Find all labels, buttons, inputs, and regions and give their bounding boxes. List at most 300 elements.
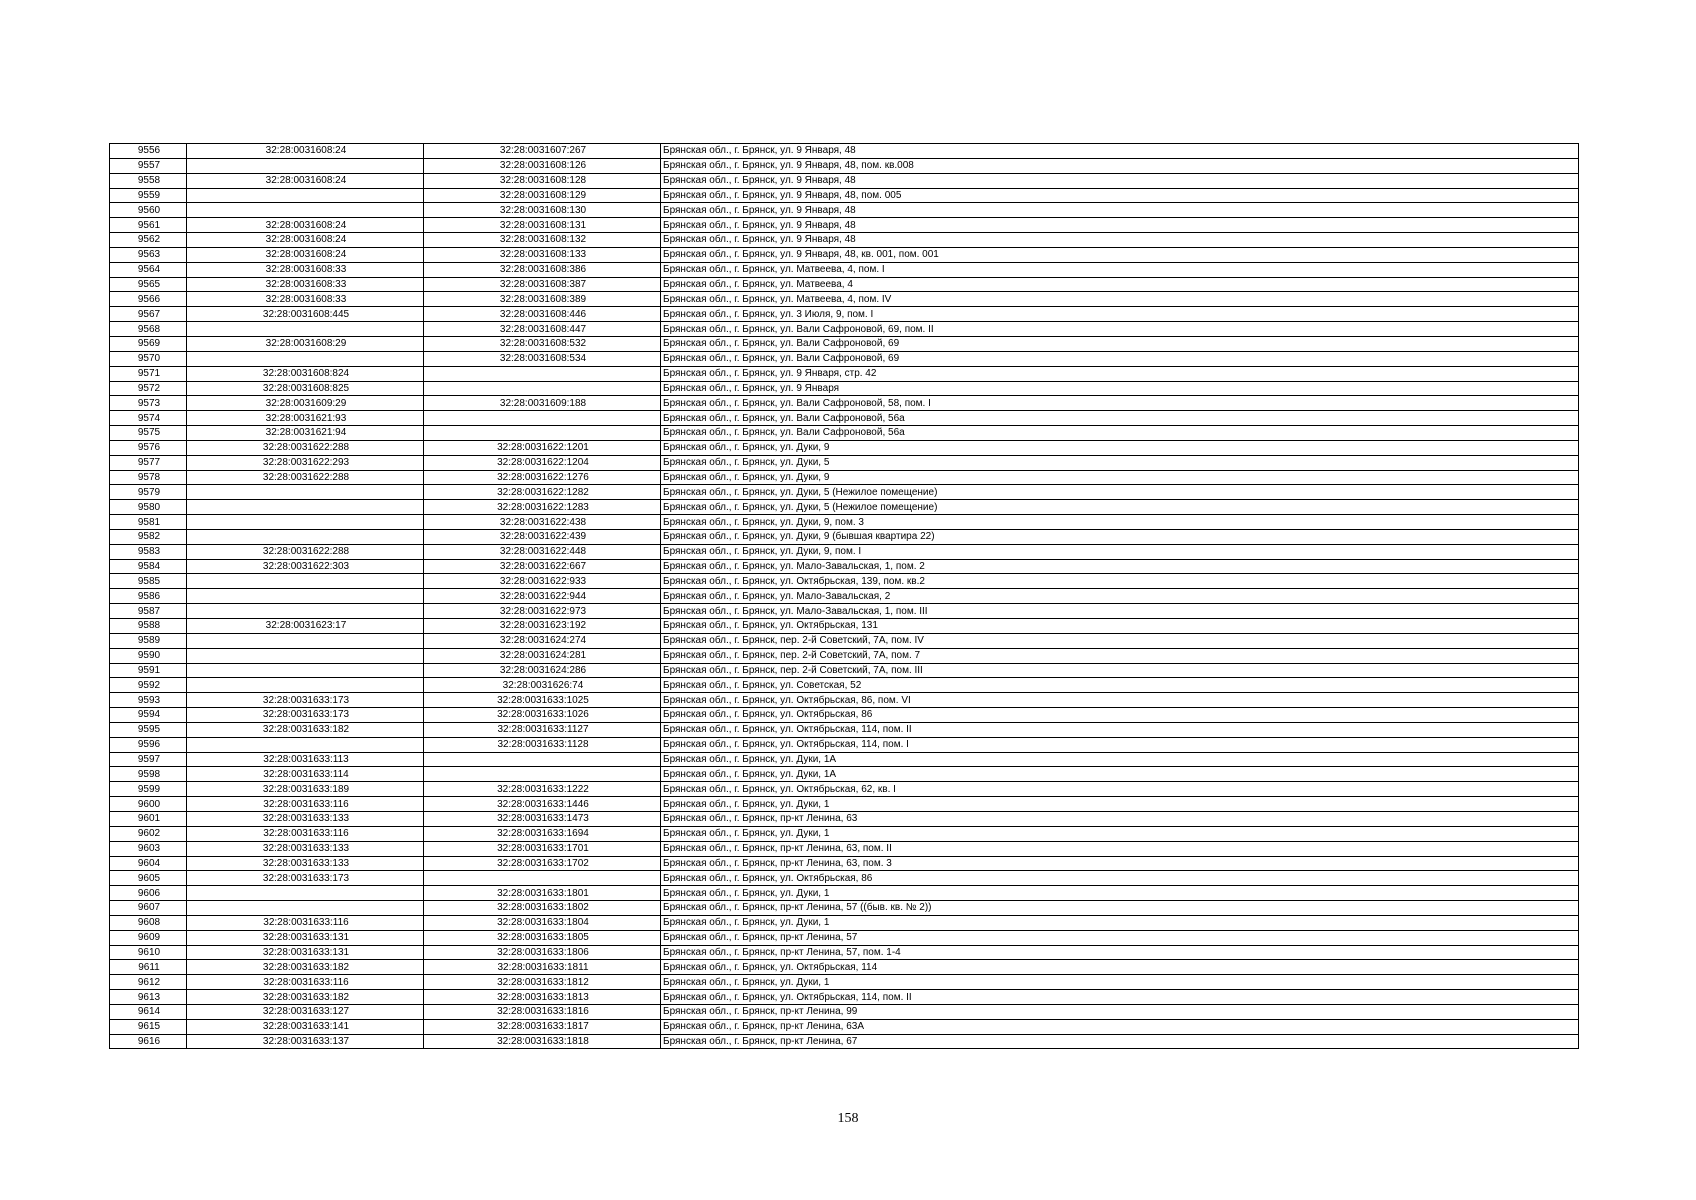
cadastral-number-cell bbox=[424, 871, 661, 886]
address-cell: Брянская обл., г. Брянск, пер. 2-й Советский, 7А, пом. 7 bbox=[661, 648, 1579, 663]
row-number-cell: 9594 bbox=[110, 708, 187, 723]
address-cell: Брянская обл., г. Брянск, ул. Дуки, 5 bbox=[661, 455, 1579, 470]
address-cell: Брянская обл., г. Брянск, ул. Дуки, 1 bbox=[661, 915, 1579, 930]
table-row bbox=[110, 559, 1579, 574]
cadastral-number-cell: 32:28:0031633:1702 bbox=[424, 856, 661, 871]
cadastral-number-cell: 32:28:0031633:1805 bbox=[424, 930, 661, 945]
address-cell: Брянская обл., г. Брянск, ул. Октябрьская, 114, пом. I bbox=[661, 737, 1579, 752]
row-number-cell: 9568 bbox=[110, 322, 187, 337]
address-cell: Брянская обл., г. Брянск, пер. 2-й Советский, 7А, пом. IV bbox=[661, 633, 1579, 648]
cadastral-number-cell: 32:28:0031622:1276 bbox=[424, 470, 661, 485]
land-plot-number-cell: 32:28:0031608:24 bbox=[187, 144, 424, 159]
land-plot-number-cell: 32:28:0031622:303 bbox=[187, 559, 424, 574]
land-plot-number-cell: 32:28:0031633:116 bbox=[187, 797, 424, 812]
land-plot-number-cell: 32:28:0031621:93 bbox=[187, 411, 424, 426]
table-row bbox=[110, 678, 1579, 693]
address-cell: Брянская обл., г. Брянск, ул. Октябрьская, 114 bbox=[661, 960, 1579, 975]
address-cell: Брянская обл., г. Брянск, ул. Дуки, 1 bbox=[661, 826, 1579, 841]
cadastral-number-cell bbox=[424, 381, 661, 396]
table-row bbox=[110, 886, 1579, 901]
cadastral-number-cell: 32:28:0031633:1818 bbox=[424, 1034, 661, 1049]
address-cell: Брянская обл., г. Брянск, ул. Мало-Завальская, 2 bbox=[661, 589, 1579, 604]
table-row bbox=[110, 574, 1579, 589]
address-cell: Брянская обл., г. Брянск, ул. Дуки, 5 (Нежилое помещение) bbox=[661, 485, 1579, 500]
land-plot-number-cell: 32:28:0031633:133 bbox=[187, 811, 424, 826]
land-plot-number-cell: 32:28:0031633:173 bbox=[187, 871, 424, 886]
cadastral-number-cell: 32:28:0031622:1204 bbox=[424, 455, 661, 470]
cadastral-number-cell: 32:28:0031633:1801 bbox=[424, 886, 661, 901]
row-number-cell: 9566 bbox=[110, 292, 187, 307]
address-cell: Брянская обл., г. Брянск, ул. Дуки, 9, пом. 3 bbox=[661, 515, 1579, 530]
land-plot-number-cell: 32:28:0031622:288 bbox=[187, 544, 424, 559]
table-row bbox=[110, 975, 1579, 990]
row-number-cell: 9557 bbox=[110, 158, 187, 173]
land-plot-number-cell: 32:28:0031608:24 bbox=[187, 247, 424, 262]
row-number-cell: 9562 bbox=[110, 233, 187, 248]
land-plot-number-cell: 32:28:0031621:94 bbox=[187, 426, 424, 441]
cadastral-number-cell: 32:28:0031633:1804 bbox=[424, 915, 661, 930]
table-row bbox=[110, 455, 1579, 470]
row-number-cell: 9592 bbox=[110, 678, 187, 693]
land-plot-number-cell: 32:28:0031633:182 bbox=[187, 722, 424, 737]
table-row bbox=[110, 544, 1579, 559]
table-row bbox=[110, 203, 1579, 218]
address-cell: Брянская обл., г. Брянск, ул. Вали Сафроновой, 69 bbox=[661, 336, 1579, 351]
row-number-cell: 9574 bbox=[110, 411, 187, 426]
table-row bbox=[110, 515, 1579, 530]
table-row bbox=[110, 158, 1579, 173]
row-number-cell: 9591 bbox=[110, 663, 187, 678]
address-cell: Брянская обл., г. Брянск, ул. Вали Сафроновой, 56а bbox=[661, 426, 1579, 441]
cadastral-number-cell: 32:28:0031633:1473 bbox=[424, 811, 661, 826]
address-cell: Брянская обл., г. Брянск, пр-кт Ленина, 63, пом. II bbox=[661, 841, 1579, 856]
address-cell: Брянская обл., г. Брянск, ул. Октябрьская, 86 bbox=[661, 871, 1579, 886]
land-plot-number-cell: 32:28:0031633:131 bbox=[187, 945, 424, 960]
address-cell: Брянская обл., г. Брянск, ул. 9 Января bbox=[661, 381, 1579, 396]
row-number-cell: 9603 bbox=[110, 841, 187, 856]
land-plot-number-cell: 32:28:0031608:24 bbox=[187, 173, 424, 188]
address-cell: Брянская обл., г. Брянск, ул. Дуки, 5 (Нежилое помещение) bbox=[661, 500, 1579, 515]
table-row bbox=[110, 604, 1579, 619]
cadastral-number-cell: 32:28:0031633:1806 bbox=[424, 945, 661, 960]
land-plot-number-cell: 32:28:0031633:116 bbox=[187, 915, 424, 930]
address-cell: Брянская обл., г. Брянск, ул. Матвеева, 4, пом. I bbox=[661, 262, 1579, 277]
row-number-cell: 9613 bbox=[110, 990, 187, 1005]
land-plot-number-cell bbox=[187, 901, 424, 916]
table-row bbox=[110, 470, 1579, 485]
row-number-cell: 9599 bbox=[110, 782, 187, 797]
land-plot-number-cell: 32:28:0031608:824 bbox=[187, 366, 424, 381]
address-cell: Брянская обл., г. Брянск, пр-кт Ленина, 57, пом. 1-4 bbox=[661, 945, 1579, 960]
cadastral-number-cell: 32:28:0031626:74 bbox=[424, 678, 661, 693]
table-row bbox=[110, 1034, 1579, 1049]
cadastral-number-cell: 32:28:0031608:132 bbox=[424, 233, 661, 248]
table-row bbox=[110, 901, 1579, 916]
address-cell: Брянская обл., г. Брянск, ул. 9 Января, 48 bbox=[661, 203, 1579, 218]
cadastral-number-cell: 32:28:0031608:133 bbox=[424, 247, 661, 262]
cadastral-number-cell bbox=[424, 411, 661, 426]
land-plot-number-cell: 32:28:0031633:173 bbox=[187, 708, 424, 723]
cadastral-number-cell: 32:28:0031624:286 bbox=[424, 663, 661, 678]
cadastral-number-cell: 32:28:0031633:1222 bbox=[424, 782, 661, 797]
row-number-cell: 9593 bbox=[110, 693, 187, 708]
land-plot-number-cell: 32:28:0031609:29 bbox=[187, 396, 424, 411]
table-row bbox=[110, 708, 1579, 723]
table-row bbox=[110, 990, 1579, 1005]
page-number: 158 bbox=[837, 1111, 859, 1126]
table-row bbox=[110, 262, 1579, 277]
row-number-cell: 9585 bbox=[110, 574, 187, 589]
table-row bbox=[110, 589, 1579, 604]
address-cell: Брянская обл., г. Брянск, пр-кт Ленина, 63 bbox=[661, 811, 1579, 826]
land-plot-number-cell: 32:28:0031623:17 bbox=[187, 619, 424, 634]
land-plot-number-cell: 32:28:0031622:288 bbox=[187, 440, 424, 455]
address-cell: Брянская обл., г. Брянск, ул. Октябрьская, 114, пом. II bbox=[661, 990, 1579, 1005]
cadastral-number-cell: 32:28:0031622:933 bbox=[424, 574, 661, 589]
row-number-cell: 9581 bbox=[110, 515, 187, 530]
address-cell: Брянская обл., г. Брянск, пр-кт Ленина, 99 bbox=[661, 1004, 1579, 1019]
land-plot-number-cell: 32:28:0031633:131 bbox=[187, 930, 424, 945]
row-number-cell: 9583 bbox=[110, 544, 187, 559]
land-plot-number-cell: 32:28:0031622:288 bbox=[187, 470, 424, 485]
address-cell: Брянская обл., г. Брянск, пр-кт Ленина, 63А bbox=[661, 1019, 1579, 1034]
table-row bbox=[110, 307, 1579, 322]
land-plot-number-cell bbox=[187, 886, 424, 901]
land-plot-number-cell: 32:28:0031622:293 bbox=[187, 455, 424, 470]
row-number-cell: 9604 bbox=[110, 856, 187, 871]
address-cell: Брянская обл., г. Брянск, ул. Дуки, 1 bbox=[661, 886, 1579, 901]
table-row bbox=[110, 336, 1579, 351]
land-plot-number-cell bbox=[187, 515, 424, 530]
land-plot-number-cell bbox=[187, 604, 424, 619]
table-row bbox=[110, 173, 1579, 188]
row-number-cell: 9610 bbox=[110, 945, 187, 960]
address-cell: Брянская обл., г. Брянск, ул. 9 Января, 48, пом. кв.008 bbox=[661, 158, 1579, 173]
table-row bbox=[110, 485, 1579, 500]
row-number-cell: 9565 bbox=[110, 277, 187, 292]
address-cell: Брянская обл., г. Брянск, ул. Дуки, 1А bbox=[661, 752, 1579, 767]
table-row bbox=[110, 426, 1579, 441]
land-plot-number-cell: 32:28:0031608:29 bbox=[187, 336, 424, 351]
land-plot-number-cell bbox=[187, 158, 424, 173]
row-number-cell: 9589 bbox=[110, 633, 187, 648]
cadastral-table bbox=[109, 143, 1579, 1049]
row-number-cell: 9611 bbox=[110, 960, 187, 975]
cadastral-number-cell: 32:28:0031608:446 bbox=[424, 307, 661, 322]
row-number-cell: 9577 bbox=[110, 455, 187, 470]
table-row bbox=[110, 722, 1579, 737]
land-plot-number-cell: 32:28:0031633:141 bbox=[187, 1019, 424, 1034]
table-row bbox=[110, 841, 1579, 856]
address-cell: Брянская обл., г. Брянск, ул. Матвеева, 4, пом. IV bbox=[661, 292, 1579, 307]
table-row bbox=[110, 529, 1579, 544]
row-number-cell: 9601 bbox=[110, 811, 187, 826]
row-number-cell: 9590 bbox=[110, 648, 187, 663]
address-cell: Брянская обл., г. Брянск, ул. 9 Января, 48 bbox=[661, 218, 1579, 233]
table-row bbox=[110, 396, 1579, 411]
address-cell: Брянская обл., г. Брянск, ул. Октябрьская, 139, пом. кв.2 bbox=[661, 574, 1579, 589]
cadastral-number-cell: 32:28:0031608:130 bbox=[424, 203, 661, 218]
table-body bbox=[110, 144, 1579, 1049]
row-number-cell: 9609 bbox=[110, 930, 187, 945]
table-row bbox=[110, 767, 1579, 782]
row-number-cell: 9556 bbox=[110, 144, 187, 159]
cadastral-number-cell: 32:28:0031633:1026 bbox=[424, 708, 661, 723]
land-plot-number-cell: 32:28:0031633:189 bbox=[187, 782, 424, 797]
cadastral-number-cell: 32:28:0031608:128 bbox=[424, 173, 661, 188]
address-cell: Брянская обл., г. Брянск, ул. 9 Января, 48 bbox=[661, 144, 1579, 159]
table-row bbox=[110, 782, 1579, 797]
cadastral-number-cell: 32:28:0031622:1283 bbox=[424, 500, 661, 515]
table-row bbox=[110, 440, 1579, 455]
land-plot-number-cell: 32:28:0031633:116 bbox=[187, 826, 424, 841]
address-cell: Брянская обл., г. Брянск, ул. 9 Января, 48, пом. 005 bbox=[661, 188, 1579, 203]
address-cell: Брянская обл., г. Брянск, ул. Дуки, 9 bbox=[661, 470, 1579, 485]
land-plot-number-cell bbox=[187, 737, 424, 752]
table-row bbox=[110, 915, 1579, 930]
address-cell: Брянская обл., г. Брянск, ул. Матвеева, 4 bbox=[661, 277, 1579, 292]
land-plot-number-cell: 32:28:0031608:33 bbox=[187, 277, 424, 292]
address-cell: Брянская обл., г. Брянск, пер. 2-й Советский, 7А, пом. III bbox=[661, 663, 1579, 678]
land-plot-number-cell bbox=[187, 351, 424, 366]
row-number-cell: 9567 bbox=[110, 307, 187, 322]
cadastral-number-cell: 32:28:0031633:1127 bbox=[424, 722, 661, 737]
table-row bbox=[110, 277, 1579, 292]
table-row bbox=[110, 945, 1579, 960]
table-row bbox=[110, 826, 1579, 841]
row-number-cell: 9607 bbox=[110, 901, 187, 916]
land-plot-number-cell: 32:28:0031633:182 bbox=[187, 990, 424, 1005]
table-row bbox=[110, 411, 1579, 426]
land-plot-number-cell: 32:28:0031633:127 bbox=[187, 1004, 424, 1019]
cadastral-number-cell: 32:28:0031624:274 bbox=[424, 633, 661, 648]
cadastral-number-cell: 32:28:0031608:534 bbox=[424, 351, 661, 366]
land-plot-number-cell: 32:28:0031633:116 bbox=[187, 975, 424, 990]
table-row bbox=[110, 500, 1579, 515]
cadastral-number-cell: 32:28:0031609:188 bbox=[424, 396, 661, 411]
land-plot-number-cell bbox=[187, 529, 424, 544]
address-cell: Брянская обл., г. Брянск, ул. Дуки, 9, пом. I bbox=[661, 544, 1579, 559]
address-cell: Брянская обл., г. Брянск, ул. Дуки, 1А bbox=[661, 767, 1579, 782]
address-cell: Брянская обл., г. Брянск, ул. Октябрьская, 131 bbox=[661, 619, 1579, 634]
row-number-cell: 9598 bbox=[110, 767, 187, 782]
table-row bbox=[110, 633, 1579, 648]
cadastral-number-cell: 32:28:0031633:1813 bbox=[424, 990, 661, 1005]
cadastral-number-cell: 32:28:0031608:389 bbox=[424, 292, 661, 307]
land-plot-number-cell bbox=[187, 633, 424, 648]
address-cell: Брянская обл., г. Брянск, пр-кт Ленина, 67 bbox=[661, 1034, 1579, 1049]
address-cell: Брянская обл., г. Брянск, ул. Вали Сафроновой, 69, пом. II bbox=[661, 322, 1579, 337]
row-number-cell: 9560 bbox=[110, 203, 187, 218]
address-cell: Брянская обл., г. Брянск, ул. 3 Июля, 9, пом. I bbox=[661, 307, 1579, 322]
table-row bbox=[110, 693, 1579, 708]
address-cell: Брянская обл., г. Брянск, пр-кт Ленина, 63, пом. 3 bbox=[661, 856, 1579, 871]
land-plot-number-cell bbox=[187, 188, 424, 203]
land-plot-number-cell: 32:28:0031633:182 bbox=[187, 960, 424, 975]
land-plot-number-cell: 32:28:0031608:445 bbox=[187, 307, 424, 322]
table-row bbox=[110, 960, 1579, 975]
address-cell: Брянская обл., г. Брянск, ул. Вали Сафроновой, 69 bbox=[661, 351, 1579, 366]
address-cell: Брянская обл., г. Брянск, пр-кт Ленина, 57 ((быв. кв. № 2)) bbox=[661, 901, 1579, 916]
land-plot-number-cell bbox=[187, 663, 424, 678]
row-number-cell: 9561 bbox=[110, 218, 187, 233]
cadastral-number-cell: 32:28:0031624:281 bbox=[424, 648, 661, 663]
table-row bbox=[110, 188, 1579, 203]
row-number-cell: 9576 bbox=[110, 440, 187, 455]
land-plot-number-cell: 32:28:0031633:173 bbox=[187, 693, 424, 708]
address-cell: Брянская обл., г. Брянск, ул. Советская, 52 bbox=[661, 678, 1579, 693]
row-number-cell: 9564 bbox=[110, 262, 187, 277]
cadastral-number-cell: 32:28:0031622:1282 bbox=[424, 485, 661, 500]
table-row bbox=[110, 218, 1579, 233]
land-plot-number-cell bbox=[187, 500, 424, 515]
row-number-cell: 9558 bbox=[110, 173, 187, 188]
table-row bbox=[110, 366, 1579, 381]
address-cell: Брянская обл., г. Брянск, ул. Дуки, 1 bbox=[661, 975, 1579, 990]
row-number-cell: 9578 bbox=[110, 470, 187, 485]
row-number-cell: 9573 bbox=[110, 396, 187, 411]
table-row bbox=[110, 233, 1579, 248]
cadastral-number-cell: 32:28:0031633:1446 bbox=[424, 797, 661, 812]
cadastral-number-cell bbox=[424, 426, 661, 441]
row-number-cell: 9569 bbox=[110, 336, 187, 351]
land-plot-number-cell bbox=[187, 574, 424, 589]
row-number-cell: 9587 bbox=[110, 604, 187, 619]
row-number-cell: 9570 bbox=[110, 351, 187, 366]
row-number-cell: 9575 bbox=[110, 426, 187, 441]
row-number-cell: 9595 bbox=[110, 722, 187, 737]
address-cell: Брянская обл., г. Брянск, ул. Дуки, 9 bbox=[661, 440, 1579, 455]
land-plot-number-cell: 32:28:0031633:113 bbox=[187, 752, 424, 767]
cadastral-number-cell: 32:28:0031633:1817 bbox=[424, 1019, 661, 1034]
cadastral-number-cell: 32:28:0031622:944 bbox=[424, 589, 661, 604]
row-number-cell: 9572 bbox=[110, 381, 187, 396]
table-row bbox=[110, 292, 1579, 307]
table-row bbox=[110, 663, 1579, 678]
table-row bbox=[110, 351, 1579, 366]
land-plot-number-cell: 32:28:0031608:24 bbox=[187, 218, 424, 233]
table-row bbox=[110, 619, 1579, 634]
row-number-cell: 9580 bbox=[110, 500, 187, 515]
row-number-cell: 9563 bbox=[110, 247, 187, 262]
table-row bbox=[110, 856, 1579, 871]
cadastral-number-cell: 32:28:0031608:126 bbox=[424, 158, 661, 173]
row-number-cell: 9602 bbox=[110, 826, 187, 841]
cadastral-number-cell: 32:28:0031633:1812 bbox=[424, 975, 661, 990]
row-number-cell: 9586 bbox=[110, 589, 187, 604]
row-number-cell: 9559 bbox=[110, 188, 187, 203]
land-plot-number-cell: 32:28:0031633:133 bbox=[187, 841, 424, 856]
address-cell: Брянская обл., г. Брянск, ул. 9 Января, 48 bbox=[661, 233, 1579, 248]
row-number-cell: 9579 bbox=[110, 485, 187, 500]
address-cell: Брянская обл., г. Брянск, ул. Вали Сафроновой, 56а bbox=[661, 411, 1579, 426]
table-row bbox=[110, 1004, 1579, 1019]
cadastral-number-cell: 32:28:0031607:267 bbox=[424, 144, 661, 159]
cadastral-number-cell bbox=[424, 366, 661, 381]
row-number-cell: 9612 bbox=[110, 975, 187, 990]
address-cell: Брянская обл., г. Брянск, ул. Октябрьская, 86, пом. VI bbox=[661, 693, 1579, 708]
cadastral-number-cell: 32:28:0031633:1694 bbox=[424, 826, 661, 841]
row-number-cell: 9597 bbox=[110, 752, 187, 767]
cadastral-number-cell: 32:28:0031622:438 bbox=[424, 515, 661, 530]
land-plot-number-cell: 32:28:0031633:114 bbox=[187, 767, 424, 782]
cadastral-number-cell: 32:28:0031622:973 bbox=[424, 604, 661, 619]
land-plot-number-cell bbox=[187, 322, 424, 337]
table-row bbox=[110, 322, 1579, 337]
cadastral-number-cell: 32:28:0031608:129 bbox=[424, 188, 661, 203]
address-cell: Брянская обл., г. Брянск, ул. Дуки, 1 bbox=[661, 797, 1579, 812]
land-plot-number-cell: 32:28:0031633:133 bbox=[187, 856, 424, 871]
cadastral-number-cell bbox=[424, 752, 661, 767]
cadastral-number-cell: 32:28:0031622:448 bbox=[424, 544, 661, 559]
cadastral-number-cell bbox=[424, 767, 661, 782]
address-cell: Брянская обл., г. Брянск, ул. Мало-Завальская, 1, пом. 2 bbox=[661, 559, 1579, 574]
cadastral-number-cell: 32:28:0031622:667 bbox=[424, 559, 661, 574]
cadastral-number-cell: 32:28:0031608:386 bbox=[424, 262, 661, 277]
address-cell: Брянская обл., г. Брянск, ул. Октябрьская, 86 bbox=[661, 708, 1579, 723]
row-number-cell: 9614 bbox=[110, 1004, 187, 1019]
row-number-cell: 9606 bbox=[110, 886, 187, 901]
land-plot-number-cell bbox=[187, 203, 424, 218]
land-plot-number-cell bbox=[187, 678, 424, 693]
cadastral-number-cell: 32:28:0031608:387 bbox=[424, 277, 661, 292]
address-cell: Брянская обл., г. Брянск, пр-кт Ленина, 57 bbox=[661, 930, 1579, 945]
cadastral-number-cell: 32:28:0031633:1701 bbox=[424, 841, 661, 856]
cadastral-number-cell: 32:28:0031633:1128 bbox=[424, 737, 661, 752]
land-plot-number-cell bbox=[187, 485, 424, 500]
address-cell: Брянская обл., г. Брянск, ул. Дуки, 9 (бывшая квартира 22) bbox=[661, 529, 1579, 544]
address-cell: Брянская обл., г. Брянск, ул. Мало-Завальская, 1, пом. III bbox=[661, 604, 1579, 619]
address-cell: Брянская обл., г. Брянск, ул. Октябрьская, 114, пом. II bbox=[661, 722, 1579, 737]
address-cell: Брянская обл., г. Брянск, ул. Вали Сафроновой, 58, пом. I bbox=[661, 396, 1579, 411]
table-row bbox=[110, 871, 1579, 886]
cadastral-number-cell: 32:28:0031623:192 bbox=[424, 619, 661, 634]
cadastral-number-cell: 32:28:0031633:1811 bbox=[424, 960, 661, 975]
row-number-cell: 9608 bbox=[110, 915, 187, 930]
cadastral-number-cell: 32:28:0031608:131 bbox=[424, 218, 661, 233]
land-plot-number-cell: 32:28:0031608:24 bbox=[187, 233, 424, 248]
address-cell: Брянская обл., г. Брянск, ул. 9 Января, 48 bbox=[661, 173, 1579, 188]
address-cell: Брянская обл., г. Брянск, ул. Октябрьская, 62, кв. I bbox=[661, 782, 1579, 797]
table-row bbox=[110, 930, 1579, 945]
table-row bbox=[110, 144, 1579, 159]
row-number-cell: 9588 bbox=[110, 619, 187, 634]
row-number-cell: 9600 bbox=[110, 797, 187, 812]
address-cell: Брянская обл., г. Брянск, ул. 9 Января, 48, кв. 001, пом. 001 bbox=[661, 247, 1579, 262]
address-cell: Брянская обл., г. Брянск, ул. 9 Января, стр. 42 bbox=[661, 366, 1579, 381]
cadastral-number-cell: 32:28:0031608:532 bbox=[424, 336, 661, 351]
row-number-cell: 9615 bbox=[110, 1019, 187, 1034]
row-number-cell: 9605 bbox=[110, 871, 187, 886]
land-plot-number-cell: 32:28:0031608:33 bbox=[187, 292, 424, 307]
table-row bbox=[110, 752, 1579, 767]
table-row bbox=[110, 381, 1579, 396]
table-row bbox=[110, 1019, 1579, 1034]
land-plot-number-cell: 32:28:0031608:33 bbox=[187, 262, 424, 277]
row-number-cell: 9582 bbox=[110, 529, 187, 544]
table-row bbox=[110, 737, 1579, 752]
land-plot-number-cell: 32:28:0031608:825 bbox=[187, 381, 424, 396]
cadastral-number-cell: 32:28:0031622:439 bbox=[424, 529, 661, 544]
row-number-cell: 9571 bbox=[110, 366, 187, 381]
land-plot-number-cell: 32:28:0031633:137 bbox=[187, 1034, 424, 1049]
land-plot-number-cell bbox=[187, 589, 424, 604]
table-row bbox=[110, 648, 1579, 663]
row-number-cell: 9596 bbox=[110, 737, 187, 752]
cadastral-number-cell: 32:28:0031633:1802 bbox=[424, 901, 661, 916]
cadastral-number-cell: 32:28:0031633:1025 bbox=[424, 693, 661, 708]
table-row bbox=[110, 797, 1579, 812]
